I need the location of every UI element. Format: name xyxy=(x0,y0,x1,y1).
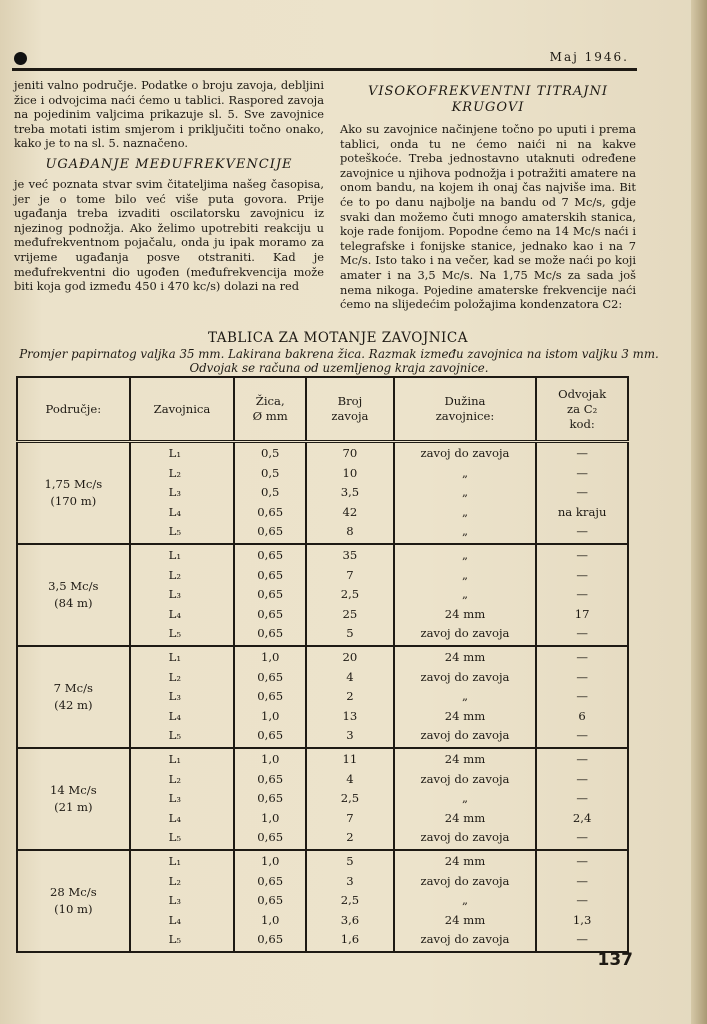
length-value: zavoj do zavoja xyxy=(420,669,510,684)
tap-value: — xyxy=(576,728,588,743)
turns-value: 70 xyxy=(342,446,358,461)
turns-value: 5 xyxy=(346,626,354,641)
wire-value: 0,65 xyxy=(257,893,284,908)
turns-cell xyxy=(306,544,394,646)
turns-value: 2 xyxy=(346,689,354,704)
tap-value: — xyxy=(576,932,588,947)
intro-paragraph: jeniti valno područje. Podatke o broju zavoja, debljini žice i odvojcima naći ćemo u tablici. Raspored zavoja na pojedinim valjcima prikazuje sl. 5. Sve zavojnice treba motati istim smjerom i priključiti točno onako, kako je to na sl. 5. naznačeno. xyxy=(14,78,324,151)
length-cell xyxy=(394,544,536,646)
coil-value: L₅ xyxy=(168,626,181,641)
length-value: „ xyxy=(461,567,468,582)
coil-value: L₃ xyxy=(168,791,181,806)
coil-cell xyxy=(130,748,235,850)
wire-value: 1,0 xyxy=(260,912,280,927)
tap-value: — xyxy=(576,465,588,480)
band-frequency: 14 Mc/s xyxy=(49,783,97,797)
coil-value: L₄ xyxy=(168,504,181,519)
wire-value: 0,65 xyxy=(257,606,284,621)
length-value: „ xyxy=(461,791,468,806)
tap-value: 2,4 xyxy=(572,810,592,825)
coil-value: L₃ xyxy=(168,893,181,908)
length-value: 24 mm xyxy=(444,854,486,869)
turns-value: 2,5 xyxy=(340,791,360,806)
tap-value: — xyxy=(576,548,588,563)
wire-value: 0,65 xyxy=(257,791,284,806)
coil-value: L₁ xyxy=(168,548,181,563)
coil-value: L₅ xyxy=(168,524,181,539)
coil-value: L₅ xyxy=(168,830,181,845)
turns-value: 25 xyxy=(342,606,358,621)
table-header-row xyxy=(17,377,628,442)
band-wavelength: (42 m) xyxy=(54,698,93,712)
wire-value: 1,0 xyxy=(260,854,280,869)
table-row xyxy=(17,544,628,646)
issue-date: Maj 1946. xyxy=(549,50,629,64)
wire-value: 0,65 xyxy=(257,771,284,786)
length-value: „ xyxy=(461,689,468,704)
band-frequency: 1,75 Mc/s xyxy=(44,477,103,491)
coil-value: L₂ xyxy=(168,669,181,684)
length-cell xyxy=(394,646,536,748)
wire-value: 0,5 xyxy=(260,485,280,500)
tap-value: — xyxy=(576,854,588,869)
wire-value: 0,65 xyxy=(257,567,284,582)
coil-value: L₁ xyxy=(168,854,181,869)
coil-cell xyxy=(130,442,235,545)
turns-value: 35 xyxy=(342,548,358,563)
tap-cell xyxy=(536,442,628,545)
coil-value: L₄ xyxy=(168,912,181,927)
turns-value: 3,6 xyxy=(340,912,360,927)
coil-value: L₄ xyxy=(168,606,181,621)
turns-value: 8 xyxy=(346,524,354,539)
length-value: „ xyxy=(461,587,468,602)
length-value: zavoj do zavoja xyxy=(420,771,510,786)
coil-value: L₅ xyxy=(168,932,181,947)
wire-value: 0,65 xyxy=(257,587,284,602)
right-column xyxy=(340,78,636,312)
wire-value: 0,65 xyxy=(257,830,284,845)
tap-value: — xyxy=(576,650,588,665)
length-value: 24 mm xyxy=(444,752,486,767)
length-value: 24 mm xyxy=(444,912,486,927)
tap-cell xyxy=(536,850,628,952)
coil-cell xyxy=(130,544,235,646)
coil-value: L₂ xyxy=(168,873,181,888)
band-cell xyxy=(17,544,130,646)
band-cell xyxy=(17,442,130,545)
turns-value: 42 xyxy=(342,504,358,519)
wire-value: 0,65 xyxy=(257,669,284,684)
wire-value: 0,65 xyxy=(257,689,284,704)
turns-cell xyxy=(306,442,394,545)
wire-value: 0,65 xyxy=(257,504,284,519)
tap-value: — xyxy=(576,626,588,641)
tap-value: — xyxy=(576,752,588,767)
turns-value: 4 xyxy=(346,771,354,786)
tap-value: — xyxy=(576,567,588,582)
table-row xyxy=(17,850,628,952)
band-cell xyxy=(17,646,130,748)
length-value: zavoj do zavoja xyxy=(420,830,510,845)
length-value: zavoj do zavoja xyxy=(420,728,510,743)
length-cell xyxy=(394,442,536,545)
wire-value: 0,65 xyxy=(257,728,284,743)
turns-cell xyxy=(306,850,394,952)
coil-winding-table xyxy=(16,376,629,953)
page-binding-edge xyxy=(691,0,707,1024)
tap-value: — xyxy=(576,830,588,845)
table-row xyxy=(17,748,628,850)
coil-value: L₂ xyxy=(168,771,181,786)
length-value: „ xyxy=(461,485,468,500)
turns-value: 3 xyxy=(346,873,354,888)
turns-value: 2 xyxy=(346,830,354,845)
turns-value: 4 xyxy=(346,669,354,684)
length-cell xyxy=(394,850,536,952)
wire-cell xyxy=(234,748,306,850)
length-value: 24 mm xyxy=(444,708,486,723)
length-value: „ xyxy=(461,504,468,519)
coil-value: L₃ xyxy=(168,689,181,704)
tap-value: 6 xyxy=(578,708,586,723)
band-wavelength: (84 m) xyxy=(54,596,93,610)
tap-value: — xyxy=(576,524,588,539)
table-row xyxy=(17,442,628,545)
tap-value: — xyxy=(576,771,588,786)
tap-value: 17 xyxy=(574,606,590,621)
length-value: zavoj do zavoja xyxy=(420,932,510,947)
header-area: Područje: xyxy=(17,377,130,442)
tap-value: — xyxy=(576,893,588,908)
header-turns: Broj zavoja xyxy=(306,377,394,442)
wire-value: 1,0 xyxy=(260,708,280,723)
header-rule xyxy=(12,68,637,71)
coil-value: L₂ xyxy=(168,567,181,582)
turns-value: 7 xyxy=(346,810,354,825)
turns-value: 3,5 xyxy=(340,485,360,500)
turns-cell xyxy=(306,748,394,850)
turns-cell xyxy=(306,646,394,748)
coil-cell xyxy=(130,646,235,748)
turns-value: 10 xyxy=(342,465,358,480)
length-value: „ xyxy=(461,524,468,539)
band-wavelength: (170 m) xyxy=(50,494,97,508)
wire-cell xyxy=(234,646,306,748)
section-heading-if-tuning: UGAĐANJE MEĐUFREKVENCIJE xyxy=(45,156,293,172)
length-value: zavoj do zavoja xyxy=(420,626,510,641)
tap-cell xyxy=(536,646,628,748)
length-value: zavoj do zavoja xyxy=(420,873,510,888)
wire-cell xyxy=(234,544,306,646)
band-wavelength: (21 m) xyxy=(54,800,93,814)
wire-value: 0,65 xyxy=(257,626,284,641)
length-value: „ xyxy=(461,548,468,563)
coil-value: L₂ xyxy=(168,465,181,480)
hf-circuits-body: Ako su zavojnice načinjene točno po uputi i prema tablici, onda tu ne ćemo naići ni na kakve poteškoće. Treba jednostavno utaknuti određene zavojnice u njihova podnožja i potražiti amatere na onom bandu, na kojem ih onaj čas najviše ima. Bit će to po danu najbolje na bandu od 7 Mc/s, gdje svaki dan možemo čuti mnogo amaterskih stanica, koje rade fonijom. Popodne ćemo na 14 Mc/s naći i telegrafske i fonijske stanice, jednako kao i na 7 Mc/s. Isto tako i na večer, kad se može naći po koji amater i na 3,5 Mc/s. Na 1,75 Mc/s za sada još nema nikoga. Pojedine amaterske frekvencije naći ćemo na slijedećim položajima kondenzatora C2: xyxy=(340,122,636,312)
turns-value: 2,5 xyxy=(340,587,360,602)
length-value: zavoj do zavoja xyxy=(420,446,510,461)
length-value: 24 mm xyxy=(444,606,486,621)
turns-value: 20 xyxy=(342,650,358,665)
if-tuning-body: je već poznata stvar svim čitateljima našeg časopisa, jer je o tome bilo već više puta govora. Prije ugađanja treba izvaditi oscilatorsku zavojnicu iz njezinog podnožja. Ako želimo upotrebiti reakciju u međufrekventnom pojačalu, onda ju ipak moramo za vrijeme ugađanja posve otstraniti. Kad je međufrekventni dio ugođen (međufrekvencija može biti koja god između 450 i 470 kc/s) dolazi na red xyxy=(14,176,324,294)
band-wavelength: (10 m) xyxy=(54,902,93,916)
coil-value: L₁ xyxy=(168,752,181,767)
table-title: TABLICA ZA MOTANJE ZAVOJNICA xyxy=(208,330,468,346)
band-cell xyxy=(17,748,130,850)
length-value: „ xyxy=(461,465,468,480)
turns-value: 2,5 xyxy=(340,893,360,908)
length-value: 24 mm xyxy=(444,810,486,825)
wire-cell xyxy=(234,850,306,952)
coil-cell xyxy=(130,850,235,952)
wire-cell xyxy=(234,442,306,545)
table-subtitle: Promjer papirnatog valjka 35 mm. Lakirana bakrena žica. Razmak između zavojnica na istom valjku 3 mm. Odvojak se računa od uzemljenog kraja zavojnice. xyxy=(19,347,659,375)
coil-value: L₄ xyxy=(168,708,181,723)
coil-value: L₃ xyxy=(168,485,181,500)
left-column xyxy=(14,78,324,294)
wire-value: 0,65 xyxy=(257,524,284,539)
wire-value: 0,5 xyxy=(260,465,280,480)
length-value: 24 mm xyxy=(444,650,486,665)
tap-value: — xyxy=(576,669,588,684)
wire-value: 0,65 xyxy=(257,548,284,563)
tap-cell xyxy=(536,544,628,646)
page-number: 137 xyxy=(597,950,633,970)
turns-value: 1,6 xyxy=(340,932,360,947)
header-bullet-icon xyxy=(14,52,27,65)
turns-value: 5 xyxy=(346,854,354,869)
tap-value: — xyxy=(576,689,588,704)
tap-value: 1,3 xyxy=(572,912,592,927)
wire-value: 1,0 xyxy=(260,810,280,825)
coil-value: L₅ xyxy=(168,728,181,743)
section-heading-hf-circuits: VISOKOFREKVENTNI TITRAJNI KRUGOVI xyxy=(367,84,609,115)
length-cell xyxy=(394,748,536,850)
wire-value: 1,0 xyxy=(260,752,280,767)
coil-value: L₁ xyxy=(168,650,181,665)
turns-value: 3 xyxy=(346,728,354,743)
header-wire: Žica, Ø mm xyxy=(234,377,306,442)
tap-value: — xyxy=(576,485,588,500)
length-value: „ xyxy=(461,893,468,908)
tap-value: na kraju xyxy=(557,504,607,519)
band-frequency: 3,5 Mc/s xyxy=(48,579,99,593)
band-frequency: 7 Mc/s xyxy=(53,681,93,695)
header-length: Dužina zavojnice: xyxy=(394,377,536,442)
wire-value: 0,65 xyxy=(257,873,284,888)
coil-value: L₃ xyxy=(168,587,181,602)
coil-value: L₁ xyxy=(168,446,181,461)
tap-cell xyxy=(536,748,628,850)
header-coil: Zavojnica xyxy=(130,377,235,442)
wire-value: 1,0 xyxy=(260,650,280,665)
band-frequency: 28 Mc/s xyxy=(49,885,97,899)
wire-value: 0,5 xyxy=(260,446,280,461)
tap-value: — xyxy=(576,873,588,888)
coil-value: L₄ xyxy=(168,810,181,825)
tap-value: — xyxy=(576,791,588,806)
turns-value: 13 xyxy=(342,708,358,723)
header-tap: Odvojak za C₂ kod: xyxy=(536,377,628,442)
table-row xyxy=(17,646,628,748)
turns-value: 11 xyxy=(342,752,358,767)
tap-value: — xyxy=(576,446,588,461)
turns-value: 7 xyxy=(346,567,354,582)
tap-value: — xyxy=(576,587,588,602)
wire-value: 0,65 xyxy=(257,932,284,947)
band-cell xyxy=(17,850,130,952)
